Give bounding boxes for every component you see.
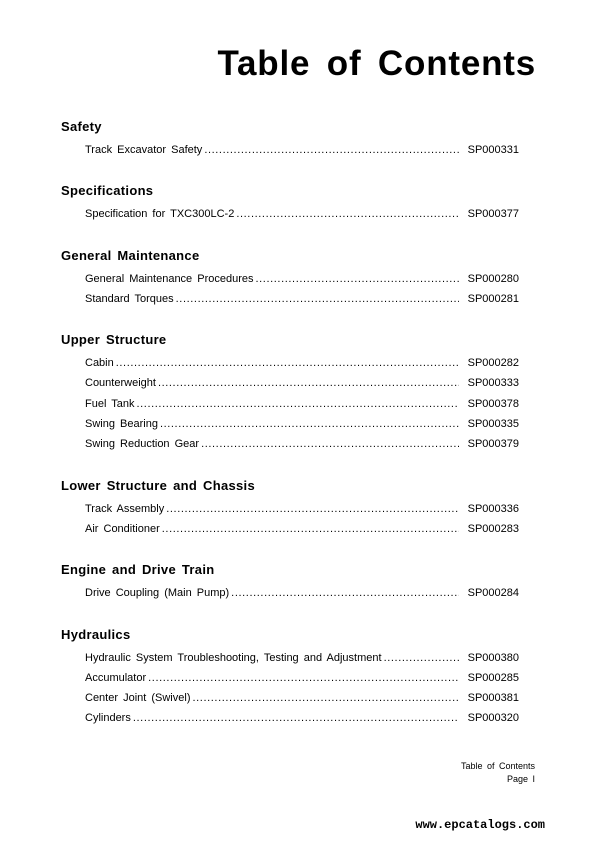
dot-leader: [204, 140, 459, 160]
toc-entry[interactable]: [61, 648, 519, 668]
entry-title: Counterweight: [85, 377, 156, 390]
toc-entry[interactable]: [61, 708, 519, 728]
entry-title: Cylinders: [85, 712, 131, 725]
entry-title: Swing Reduction Gear: [85, 438, 200, 451]
entry-title: Accumulator: [85, 671, 147, 684]
toc-entry[interactable]: [61, 373, 519, 393]
entry-title: General Maintenance Procedures: [85, 272, 254, 285]
footer-page-number: Page I: [506, 774, 535, 784]
footer-section-name: Table of Contents: [460, 761, 535, 771]
toc-entry[interactable]: [61, 668, 519, 688]
entry-code: SP000320: [467, 712, 519, 725]
dot-leader: [162, 519, 459, 539]
entry-code: SP000335: [467, 418, 519, 431]
toc-entry[interactable]: [61, 289, 519, 309]
entry-code: SP000377: [467, 208, 519, 221]
section-heading: Specifications: [61, 183, 154, 199]
toc-entry[interactable]: [61, 204, 519, 224]
toc-section-lower-structure: [61, 477, 519, 540]
section-heading: Engine and Drive Train: [61, 562, 215, 578]
toc-entry[interactable]: [61, 519, 519, 539]
dot-leader: [255, 269, 459, 289]
toc-section-specifications: [61, 182, 519, 224]
entry-code: SP000280: [467, 272, 519, 285]
dot-leader: [133, 708, 459, 728]
dot-leader: [176, 289, 459, 309]
entry-title: Drive Coupling (Main Pump): [85, 587, 230, 600]
toc-entry[interactable]: [61, 353, 519, 373]
dot-leader: [158, 373, 459, 393]
toc-section-general-maintenance: [61, 247, 519, 310]
section-heading: General Maintenance: [61, 247, 200, 263]
toc-entry[interactable]: [61, 269, 519, 289]
entry-code: SP000282: [467, 357, 519, 370]
dot-leader: [192, 688, 459, 708]
entry-code: SP000284: [467, 587, 519, 600]
entry-title: Swing Bearing: [85, 418, 158, 431]
watermark-url: www.epcatalogs.com: [415, 818, 545, 832]
dot-leader: [137, 394, 460, 414]
entry-code: SP000333: [467, 377, 519, 390]
entry-code: SP000378: [467, 397, 519, 410]
section-heading: Lower Structure and Chassis: [61, 477, 255, 493]
entry-title: Specification for TXC300LC-2: [85, 208, 235, 221]
entry-title: Standard Torques: [85, 292, 174, 305]
toc-section-engine-drive-train: [61, 561, 519, 603]
dot-leader: [160, 414, 459, 434]
dot-leader: [166, 499, 459, 519]
section-heading: Upper Structure: [61, 332, 167, 348]
entry-code: SP000381: [467, 692, 519, 705]
section-heading: Safety: [61, 119, 102, 134]
toc-section-hydraulics: [61, 626, 519, 729]
dot-leader: [231, 583, 459, 603]
toc-entry[interactable]: [61, 583, 519, 603]
section-heading: Hydraulics: [61, 626, 131, 642]
entry-title: Fuel Tank: [85, 397, 135, 410]
toc-section-safety: [61, 118, 519, 160]
entry-title: Track Assembly: [85, 502, 165, 515]
entry-code: SP000380: [467, 651, 519, 664]
table-of-contents: [61, 118, 519, 729]
toc-entry[interactable]: [61, 434, 519, 454]
dot-leader: [236, 204, 459, 224]
page-title: Table of Contents: [217, 44, 536, 83]
entry-title: Track Excavator Safety: [85, 144, 203, 156]
dot-leader: [201, 434, 459, 454]
entry-title: Cabin: [85, 357, 114, 370]
entry-title: Air Conditioner: [85, 522, 160, 535]
entry-title: Center Joint (Swivel): [85, 692, 191, 705]
entry-code: SP000283: [467, 522, 519, 535]
entry-code: SP000285: [467, 671, 519, 684]
toc-section-upper-structure: [61, 331, 519, 454]
dot-leader: [116, 353, 459, 373]
toc-entry[interactable]: [61, 140, 519, 160]
entry-code: SP000281: [467, 292, 519, 305]
entry-code: SP000336: [467, 502, 519, 515]
dot-leader: [384, 648, 459, 668]
entry-code: SP000379: [467, 438, 519, 451]
toc-entry[interactable]: [61, 688, 519, 708]
entry-title: Hydraulic System Troubleshooting, Testing and Adjustment: [85, 651, 382, 664]
toc-entry[interactable]: [61, 394, 519, 414]
page-footer: [461, 760, 535, 786]
dot-leader: [148, 668, 459, 688]
entry-code: SP000331: [467, 144, 519, 156]
toc-entry[interactable]: [61, 499, 519, 519]
toc-entry[interactable]: [61, 414, 519, 434]
